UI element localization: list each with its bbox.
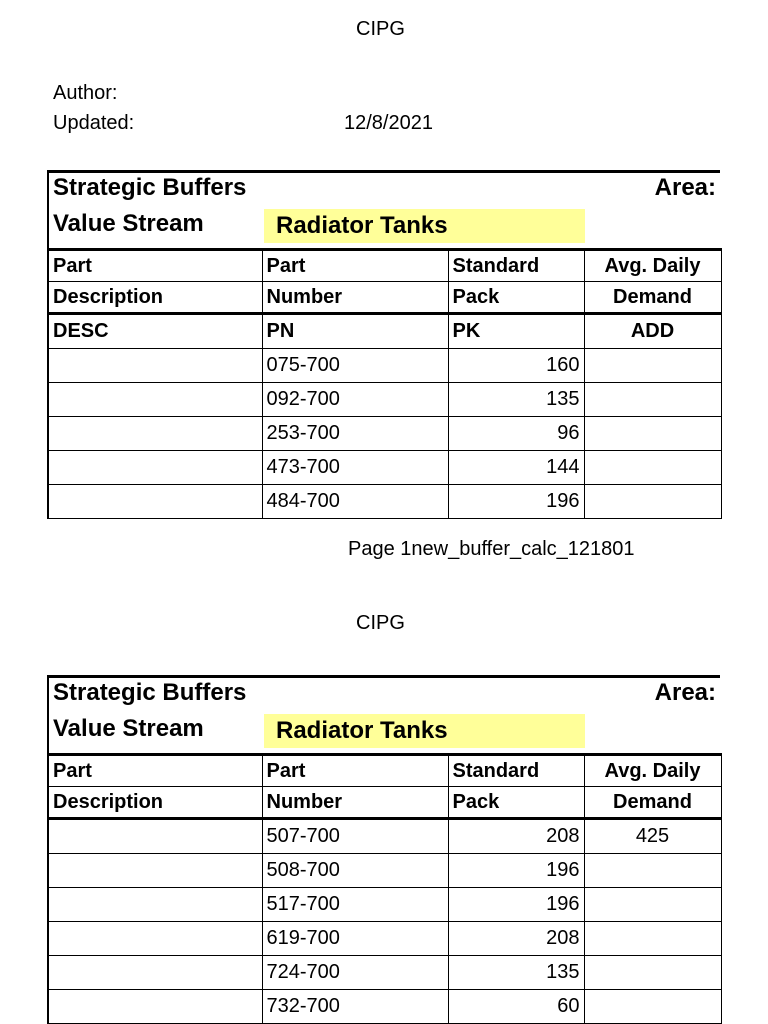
- value-stream-label: Value Stream: [53, 210, 204, 237]
- column-header: Avg. Daily: [584, 250, 721, 282]
- sheet-title: Strategic Buffers: [53, 679, 247, 706]
- part-number-cell[interactable]: 619-700: [262, 922, 448, 956]
- part-description-cell[interactable]: [48, 417, 262, 451]
- standard-pack-cell[interactable]: 60: [448, 990, 584, 1024]
- column-header: Demand: [584, 787, 721, 819]
- column-code: PK: [448, 314, 584, 349]
- avg-daily-demand-cell[interactable]: [584, 451, 721, 485]
- column-header: Demand: [584, 282, 721, 314]
- column-code-row: [48, 314, 721, 349]
- table-row: [48, 956, 721, 990]
- page-header: CIPG: [356, 18, 405, 40]
- column-header: Standard: [448, 755, 584, 787]
- updated-date: 12/8/2021: [344, 112, 433, 134]
- column-header: Part: [48, 250, 262, 282]
- value-stream-value[interactable]: Radiator Tanks: [264, 714, 585, 748]
- column-header: Number: [262, 787, 448, 819]
- part-description-cell[interactable]: [48, 451, 262, 485]
- avg-daily-demand-cell[interactable]: 425: [584, 819, 721, 854]
- standard-pack-cell[interactable]: 144: [448, 451, 584, 485]
- avg-daily-demand-cell[interactable]: [584, 956, 721, 990]
- part-number-cell[interactable]: 253-700: [262, 417, 448, 451]
- header-row: [48, 250, 721, 282]
- page-footer: Page 1new_buffer_calc_121801: [348, 538, 635, 560]
- table-row: [48, 485, 721, 519]
- standard-pack-cell[interactable]: 160: [448, 349, 584, 383]
- column-header: Pack: [448, 282, 584, 314]
- header-row: [48, 787, 721, 819]
- page-header: CIPG: [356, 612, 405, 634]
- column-header: Avg. Daily: [584, 755, 721, 787]
- table-row: [48, 417, 721, 451]
- avg-daily-demand-cell[interactable]: [584, 888, 721, 922]
- part-number-cell[interactable]: 724-700: [262, 956, 448, 990]
- part-number-cell[interactable]: 507-700: [262, 819, 448, 854]
- buffer-table: [47, 753, 722, 1024]
- avg-daily-demand-cell[interactable]: [584, 383, 721, 417]
- column-code: DESC: [48, 314, 262, 349]
- column-code: ADD: [584, 314, 721, 349]
- part-description-cell[interactable]: [48, 349, 262, 383]
- sheet-title: Strategic Buffers: [53, 174, 247, 201]
- part-description-cell[interactable]: [48, 485, 262, 519]
- buffer-sheet-page-1: [47, 170, 720, 519]
- part-description-cell[interactable]: [48, 956, 262, 990]
- updated-label: Updated:: [53, 112, 135, 134]
- header-row: [48, 755, 721, 787]
- column-header: Description: [48, 787, 262, 819]
- value-stream-value[interactable]: Radiator Tanks: [264, 209, 585, 243]
- part-number-cell[interactable]: 092-700: [262, 383, 448, 417]
- part-number-cell[interactable]: 075-700: [262, 349, 448, 383]
- standard-pack-cell[interactable]: 196: [448, 854, 584, 888]
- standard-pack-cell[interactable]: 135: [448, 956, 584, 990]
- table-row: [48, 922, 721, 956]
- part-number-cell[interactable]: 508-700: [262, 854, 448, 888]
- standard-pack-cell[interactable]: 196: [448, 888, 584, 922]
- avg-daily-demand-cell[interactable]: [584, 349, 721, 383]
- part-description-cell[interactable]: [48, 854, 262, 888]
- part-description-cell[interactable]: [48, 922, 262, 956]
- column-header: Description: [48, 282, 262, 314]
- column-code: PN: [262, 314, 448, 349]
- table-row: [48, 819, 721, 854]
- area-label: Area:: [654, 679, 716, 706]
- table-row: [48, 349, 721, 383]
- table-row: [48, 888, 721, 922]
- column-header: Part: [262, 250, 448, 282]
- standard-pack-cell[interactable]: 196: [448, 485, 584, 519]
- column-header: Part: [48, 755, 262, 787]
- avg-daily-demand-cell[interactable]: [584, 485, 721, 519]
- sheet-title-block: [47, 170, 720, 248]
- column-header: Part: [262, 755, 448, 787]
- part-number-cell[interactable]: 473-700: [262, 451, 448, 485]
- part-description-cell[interactable]: [48, 819, 262, 854]
- standard-pack-cell[interactable]: 135: [448, 383, 584, 417]
- part-number-cell[interactable]: 732-700: [262, 990, 448, 1024]
- avg-daily-demand-cell[interactable]: [584, 990, 721, 1024]
- table-row: [48, 451, 721, 485]
- column-header: Standard: [448, 250, 584, 282]
- table-row: [48, 990, 721, 1024]
- table-row: [48, 854, 721, 888]
- part-number-cell[interactable]: 517-700: [262, 888, 448, 922]
- column-header: Pack: [448, 787, 584, 819]
- standard-pack-cell[interactable]: 208: [448, 922, 584, 956]
- buffer-table: [47, 248, 722, 519]
- area-label: Area:: [654, 174, 716, 201]
- part-description-cell[interactable]: [48, 888, 262, 922]
- table-row: [48, 383, 721, 417]
- buffer-sheet-page-2: [47, 675, 720, 1024]
- avg-daily-demand-cell[interactable]: [584, 922, 721, 956]
- standard-pack-cell[interactable]: 96: [448, 417, 584, 451]
- part-description-cell[interactable]: [48, 990, 262, 1024]
- sheet-title-block: [47, 675, 720, 753]
- value-stream-label: Value Stream: [53, 715, 204, 742]
- standard-pack-cell[interactable]: 208: [448, 819, 584, 854]
- avg-daily-demand-cell[interactable]: [584, 417, 721, 451]
- author-label: Author:: [53, 82, 118, 104]
- header-row: [48, 282, 721, 314]
- avg-daily-demand-cell[interactable]: [584, 854, 721, 888]
- column-header: Number: [262, 282, 448, 314]
- part-description-cell[interactable]: [48, 383, 262, 417]
- part-number-cell[interactable]: 484-700: [262, 485, 448, 519]
